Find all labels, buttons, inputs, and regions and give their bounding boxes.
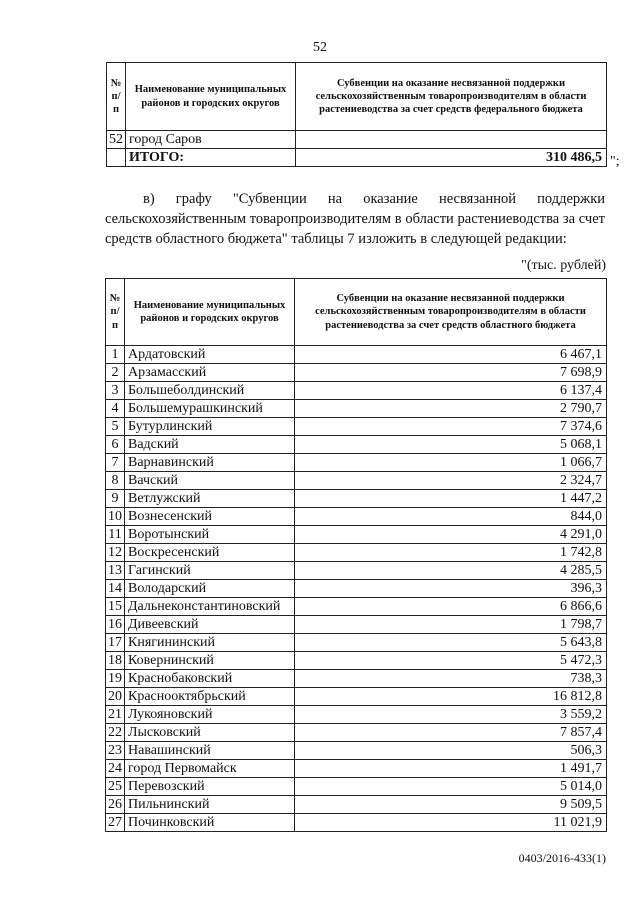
row-name: Ковернинский	[125, 652, 295, 670]
row-name: Ветлужский	[125, 490, 295, 508]
row-name: Арзамасский	[125, 364, 295, 382]
row-value: 7 374,6	[295, 418, 607, 436]
row-number: 20	[106, 688, 125, 706]
row-number: 25	[106, 778, 125, 796]
table-row	[106, 490, 607, 508]
row-value: 506,3	[295, 742, 607, 760]
row-number: 26	[106, 796, 125, 814]
table-row	[106, 508, 607, 526]
row-value: 1 447,2	[295, 490, 607, 508]
header-name: Наименование муниципальных районов и городских округов	[126, 63, 296, 131]
row-name: Большемурашкинский	[125, 400, 295, 418]
subsidy-table-federal	[106, 62, 607, 167]
table-row	[107, 131, 607, 149]
table-row	[106, 742, 607, 760]
row-name: Вознесенский	[125, 508, 295, 526]
table-row	[106, 616, 607, 634]
row-value: 6 467,1	[295, 346, 607, 364]
row-name: Дивеевский	[125, 616, 295, 634]
table-row	[106, 346, 607, 364]
row-name: Лысковский	[125, 724, 295, 742]
total-number-cell	[107, 149, 126, 167]
row-number: 1	[106, 346, 125, 364]
row-number: 18	[106, 652, 125, 670]
table-row	[106, 778, 607, 796]
row-value: 2 324,7	[295, 472, 607, 490]
row-number: 19	[106, 670, 125, 688]
row-number: 22	[106, 724, 125, 742]
table1-body	[107, 131, 607, 167]
row-number: 6	[106, 436, 125, 454]
closing-quote: ";	[610, 154, 620, 169]
amendment-text: в) графу "Субвенции на оказание несвязанной поддержки сельскохозяйственным товаропроизводителям в области растениеводства за счет средств областного бюджета" таблицы 7 изложить в следующей редакции:	[105, 191, 605, 247]
row-number: 17	[106, 634, 125, 652]
row-name: Лукояновский	[125, 706, 295, 724]
table-row	[106, 796, 607, 814]
row-number: 3	[106, 382, 125, 400]
table-row	[106, 634, 607, 652]
table-row	[106, 652, 607, 670]
row-number: 21	[106, 706, 125, 724]
header-number: № п/п	[107, 63, 126, 131]
row-number: 9	[106, 490, 125, 508]
header-value: Субвенции на оказание несвязанной поддержки сельскохозяйственным товаропроизводителям в области растениеводства за счет средств областного бюджета	[295, 279, 607, 346]
table-row	[106, 400, 607, 418]
row-name: Варнавинский	[125, 454, 295, 472]
row-name: Перевозский	[125, 778, 295, 796]
row-value: 7 857,4	[295, 724, 607, 742]
row-name: Воротынский	[125, 526, 295, 544]
row-value	[296, 131, 607, 149]
table-row	[106, 472, 607, 490]
row-value: 3 559,2	[295, 706, 607, 724]
table-row	[106, 436, 607, 454]
table-row	[106, 724, 607, 742]
table2-body	[106, 346, 607, 832]
row-number: 12	[106, 544, 125, 562]
row-name: Починковский	[125, 814, 295, 832]
table-row	[106, 670, 607, 688]
table-row	[106, 364, 607, 382]
total-row	[107, 149, 607, 167]
row-number: 8	[106, 472, 125, 490]
row-number: 2	[106, 364, 125, 382]
row-value: 16 812,8	[295, 688, 607, 706]
row-name: Володарский	[125, 580, 295, 598]
amendment-paragraph	[105, 189, 605, 249]
document-code: 0403/2016-433(1)	[518, 851, 606, 865]
row-name: Воскресенский	[125, 544, 295, 562]
table-row	[106, 418, 607, 436]
row-number: 24	[106, 760, 125, 778]
subsidy-table-regional	[105, 278, 607, 832]
row-value: 1 742,8	[295, 544, 607, 562]
table-row	[106, 526, 607, 544]
row-number: 15	[106, 598, 125, 616]
row-value: 738,3	[295, 670, 607, 688]
row-value: 2 790,7	[295, 400, 607, 418]
total-label: ИТОГО:	[126, 149, 296, 167]
row-number: 14	[106, 580, 125, 598]
row-value: 5 068,1	[295, 436, 607, 454]
header-value: Субвенции на оказание несвязанной поддержки сельскохозяйственным товаропроизводителям в области растениеводства за счет средств федерального бюджета	[296, 63, 607, 131]
row-number: 27	[106, 814, 125, 832]
row-value: 4 291,0	[295, 526, 607, 544]
row-value: 396,3	[295, 580, 607, 598]
row-name: Ардатовский	[125, 346, 295, 364]
row-value: 5 643,8	[295, 634, 607, 652]
row-value: 6 137,4	[295, 382, 607, 400]
table-row	[106, 598, 607, 616]
row-name: Гагинский	[125, 562, 295, 580]
row-value: 5 014,0	[295, 778, 607, 796]
row-value: 1 491,7	[295, 760, 607, 778]
units-label: "(тыс. рублей)	[521, 258, 606, 273]
row-number: 4	[106, 400, 125, 418]
row-name: Бутурлинский	[125, 418, 295, 436]
row-number: 23	[106, 742, 125, 760]
table-row	[106, 454, 607, 472]
row-number: 16	[106, 616, 125, 634]
row-value: 7 698,9	[295, 364, 607, 382]
table-row	[106, 544, 607, 562]
row-number: 52	[107, 131, 126, 149]
row-name: город Саров	[126, 131, 296, 149]
row-value: 4 285,5	[295, 562, 607, 580]
row-value: 5 472,3	[295, 652, 607, 670]
header-name: Наименование муниципальных районов и городских округов	[125, 279, 295, 346]
row-number: 7	[106, 454, 125, 472]
table-row	[106, 706, 607, 724]
row-value: 6 866,6	[295, 598, 607, 616]
row-name: Краснооктябрьский	[125, 688, 295, 706]
row-name: город Первомайск	[125, 760, 295, 778]
row-name: Вачский	[125, 472, 295, 490]
row-value: 1 798,7	[295, 616, 607, 634]
page-number: 52	[313, 40, 327, 55]
row-name: Княгининский	[125, 634, 295, 652]
row-number: 13	[106, 562, 125, 580]
row-number: 10	[106, 508, 125, 526]
row-value: 844,0	[295, 508, 607, 526]
row-number: 5	[106, 418, 125, 436]
total-value: 310 486,5	[296, 149, 607, 167]
row-number: 11	[106, 526, 125, 544]
row-name: Краснобаковский	[125, 670, 295, 688]
row-value: 1 066,7	[295, 454, 607, 472]
row-value: 9 509,5	[295, 796, 607, 814]
row-name: Пильнинский	[125, 796, 295, 814]
row-name: Навашинский	[125, 742, 295, 760]
row-name: Дальнеконстантиновский	[125, 598, 295, 616]
table-row	[106, 580, 607, 598]
table-row	[106, 688, 607, 706]
table-row	[106, 814, 607, 832]
row-name: Большеболдинский	[125, 382, 295, 400]
table-row	[106, 382, 607, 400]
table-row	[106, 760, 607, 778]
table-row	[106, 562, 607, 580]
row-name: Вадский	[125, 436, 295, 454]
row-value: 11 021,9	[295, 814, 607, 832]
header-number: № п/п	[106, 279, 125, 346]
